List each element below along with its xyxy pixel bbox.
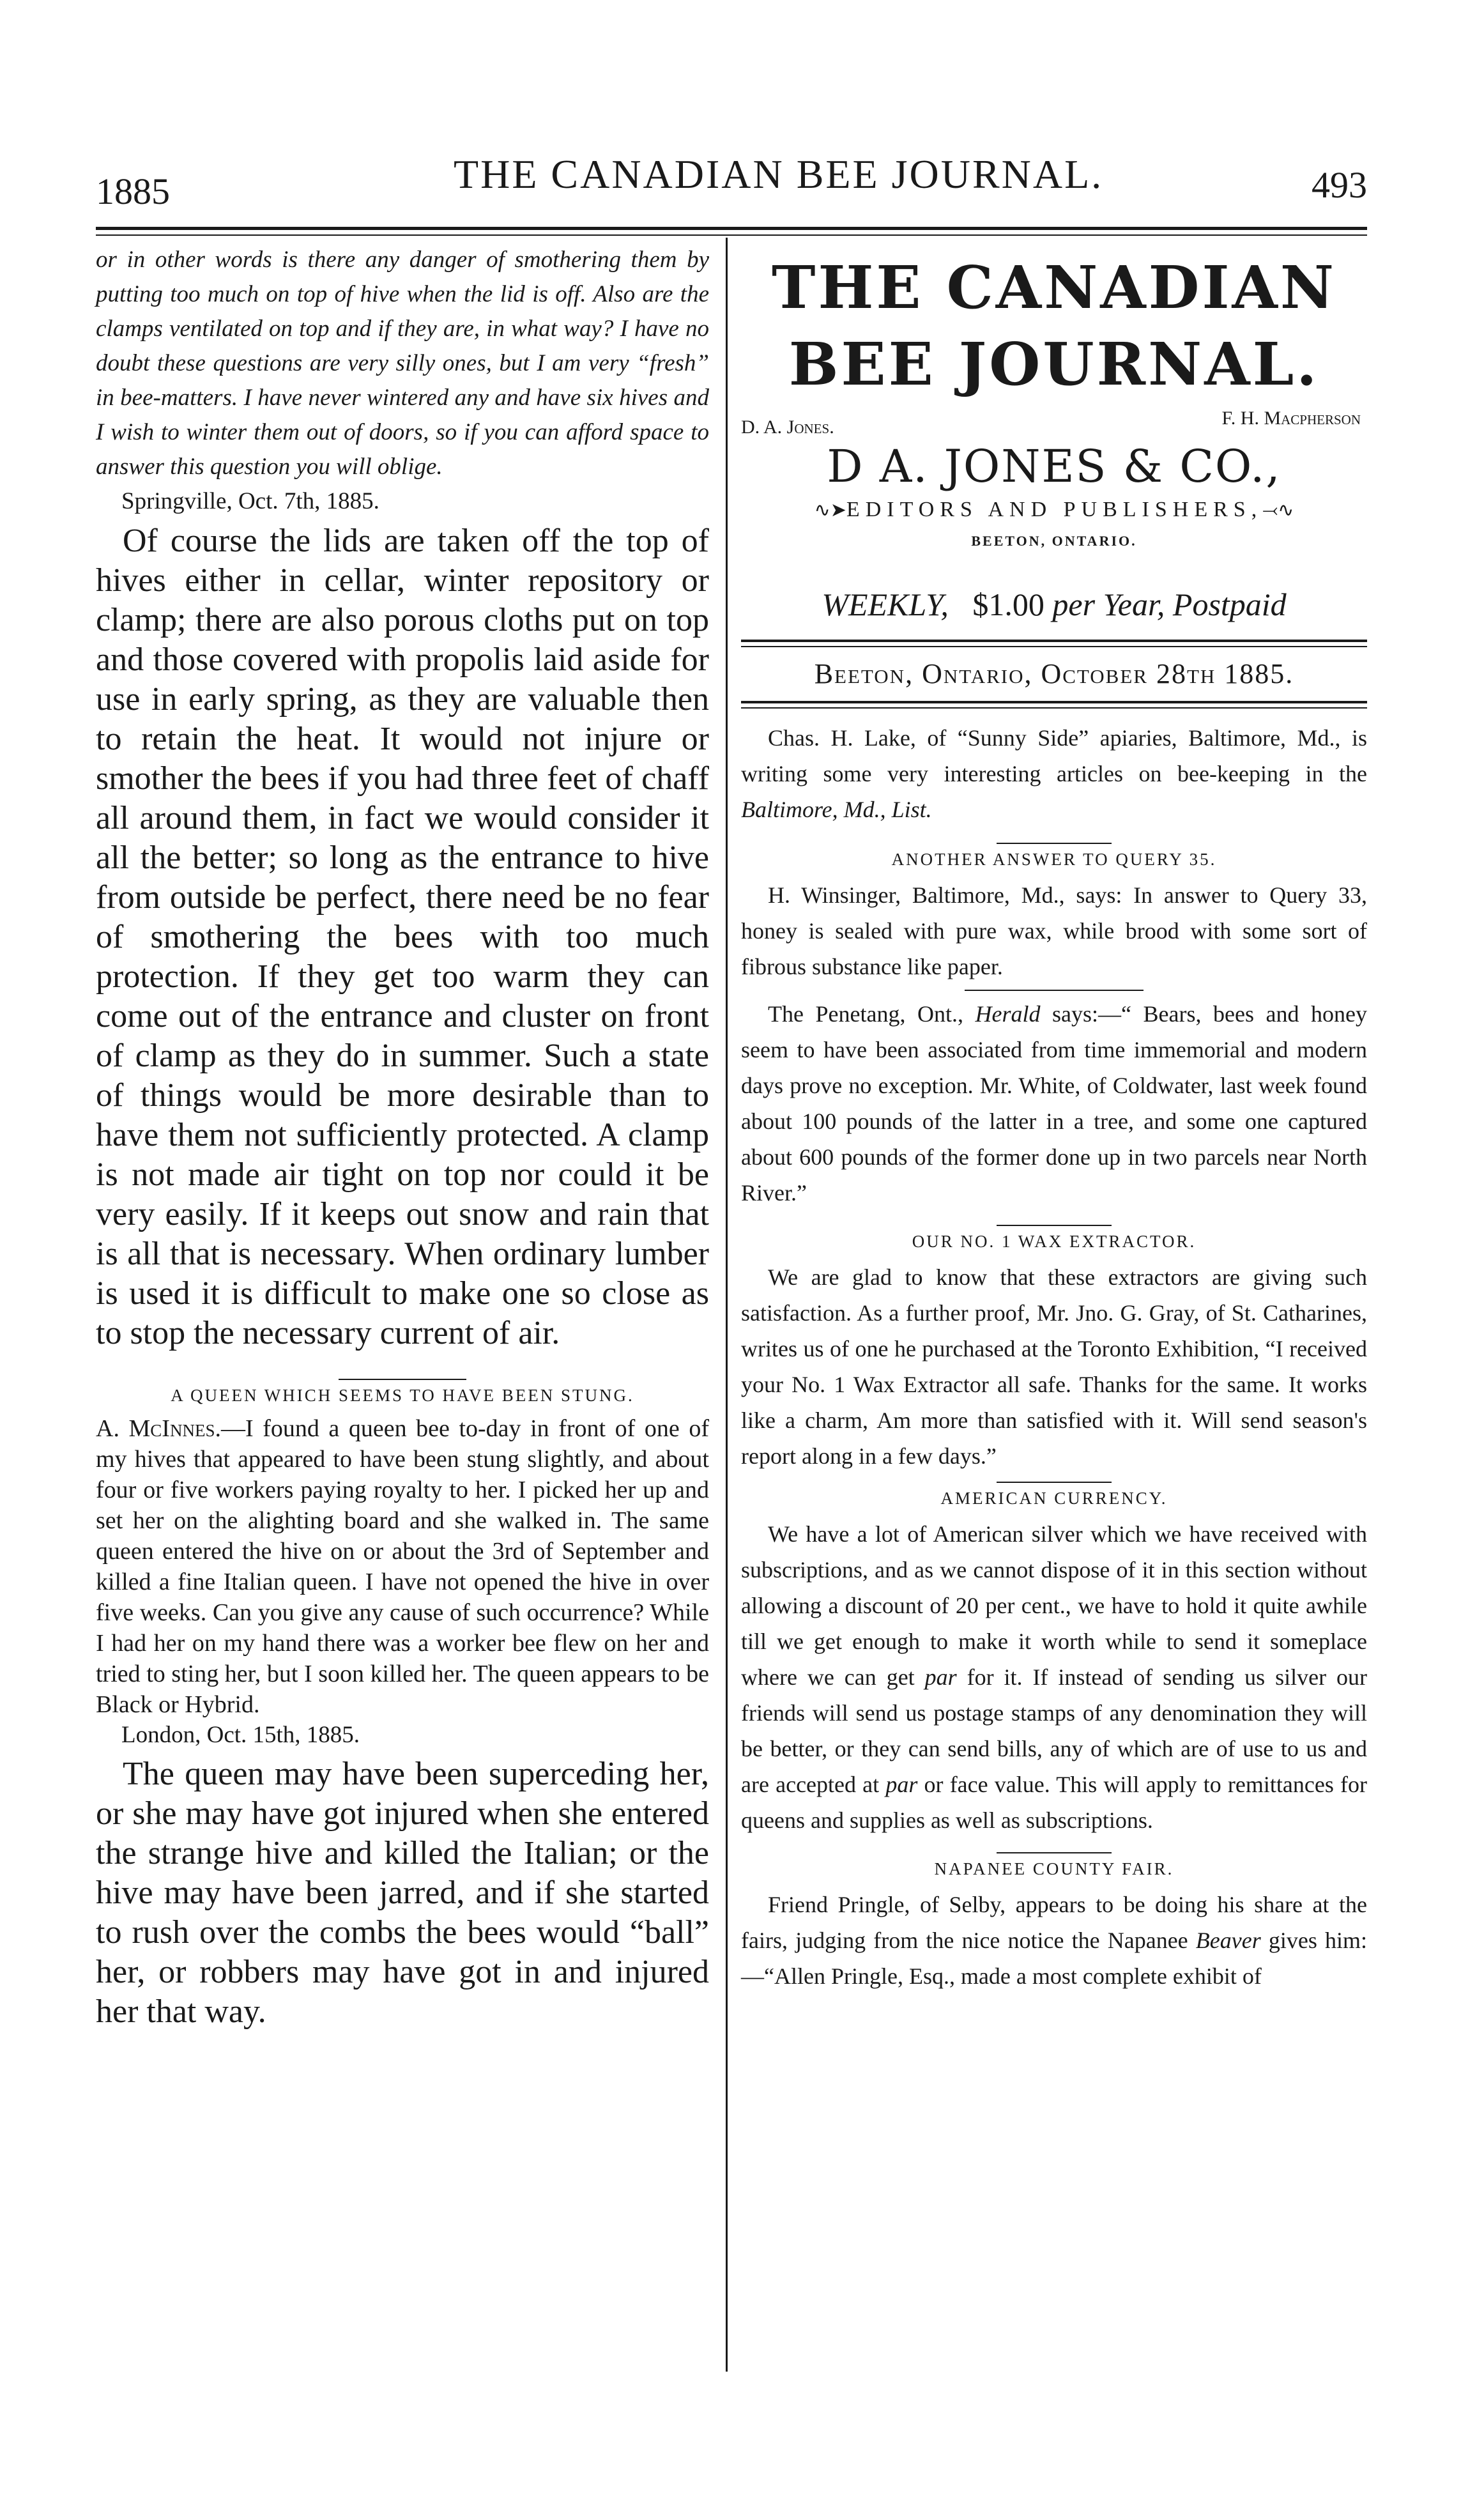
currency-par-1: par (924, 1664, 957, 1690)
editor-left: D. A. Jones. (741, 417, 834, 438)
editor-right: F. H. Macpherson (1221, 408, 1361, 429)
masthead-title: THE CANADIAN BEE JOURNAL. (772, 253, 1336, 399)
masthead-location: BEETON, ONTARIO. (971, 533, 1137, 549)
dateline: Beeton, Ontario, October 28th 1885. (814, 658, 1294, 689)
fair-heading: NAPANEE COUNTY FAIR. (934, 1859, 1174, 1878)
lake-item (741, 720, 1367, 827)
penetang-text-a: The Penetang, Ont., (768, 1001, 975, 1027)
section-divider (997, 843, 1112, 844)
fair-text-a: Friend Pringle, of Selby, appears to be doing his share at the fairs, judging from the nice notice the Napanee (741, 1892, 1367, 1953)
running-head-year: 1885 (96, 171, 170, 212)
editor-reply-queen: The queen may have been superceding her, or she may have got injured when she entered the strange hive and killed the Italian; or the hive may have been jarred, and if she started to rush over the combs the bees would “ball” her, or robbers may have got in and injured her that way. (96, 1756, 709, 2030)
dateline-rule (741, 701, 1367, 703)
currency-text-b: for it. If instead of sending us silver our friends will send us postage stamps of any denomination they will be better, or they can send bills, any of which are of use to us and are accepted at (741, 1664, 1367, 1797)
currency-text-a: We have a lot of American silver which we have received with subscriptions, and as we cannot dispose of it in this section without allowing a discount of 20 per cent., we have to hold it quite awhile till we get enough to make it worth while to send it someplace where we can get (741, 1521, 1367, 1690)
wax-text: We are glad to know that these extractors are giving such satisfaction. As a further proof, Mr. Jno. G. Gray, of St. Catharines, writes us of one he purchased at the Toronto Exhibition, “I received your No. 1 Wax Extractor all safe. Thanks for the same. It works like a charm, Am more than satisfied with it. Will send season's report along in a few days.” (741, 1264, 1367, 1469)
fair-text (741, 1887, 1367, 1994)
lake-item-text: Chas. H. Lake, of “Sunny Side” apiaries, Baltimore, Md., is writing some very interesting articles on bee-keeping in the (741, 725, 1367, 786)
weekly-label: WEEKLY, (822, 587, 949, 622)
queen-signature: London, Oct. 15th, 1885. (121, 1722, 360, 1748)
header-rule (96, 227, 1367, 230)
penetang-publication: Herald (975, 1001, 1041, 1027)
ornament-right-icon: ⤙∿ (1262, 499, 1294, 521)
masthead-editors (741, 403, 1367, 441)
penetang-text-b: says:—“ Bears, bees and honey seem to have been associated from time immemorial and modern days prove no exception. Mr. White, of Coldwater, last week found about 100 pounds of the latter in a tree, and some one captured about 600 pounds of the former done up in two parcels near North River.” (741, 1001, 1367, 1206)
wax-heading: OUR NO. 1 WAX EXTRACTOR. (912, 1232, 1197, 1251)
currency-text-c: or face value. This will apply to remittances for queens and supplies as well as subscriptions. (741, 1772, 1367, 1833)
letter-intro: or in other words is there any danger of smothering them by putting too much on top of hive when the lid is off. Also are the clamps ventilated on top and if they are, in what way? I have no doubt these questions are very silly ones, but I am very “fresh” in bee-matters. I have never wintered any and have six hives and I wish to winter them out of doors, so if you can afford space to answer this question you will oblige. (96, 247, 709, 480)
queen-letter-text: —I found a queen bee to-day in front of one of my hives that appeared to have been stung slightly, and about four or five workers paying royalty to her. I picked her up and set her on the alighting board and she walked in. The same queen entered the hive on or about the 3rd of September and killed a fine Italian queen. I have not opened the hive in over five weeks. Can you give any cause of such occurrence? While I had her on my hand there was a worker bee flew on her and tried to sting her, but I soon killed her. The queen appears to be Black or Hybrid. (96, 1415, 709, 1718)
queen-author: A. McInnes. (96, 1415, 221, 1442)
price: $1.00 (972, 587, 1044, 622)
section-divider (997, 1482, 1112, 1483)
editor-reply-clamps: Of course the lids are taken off the top of hives either in cellar, winter repository or clamp; there are also porous cloths put on top and those covered with propolis laid aside for use in early spring, as they are valuable then to retain the heat. It would not injure or smother the bees if you had three feet of chaff all around them, in fact we would consider it all the better; so long as the entrance to hive from outside be perfect, there need be no fear of smothering the bees with too much protection. If they get too warm they can come out of the entrance and cluster on front of clamp as they do in summer. Such a state of things would be more desirable than to have them not sufficiently protected. A clamp is not made air tight on top nor could it be very easily. If it keeps out snow and rain that is all that is necessary. When ordinary lumber is used it is difficult to make one so close as to stop the necessary current of air. (96, 523, 709, 1351)
header-rule-thin (96, 234, 1367, 236)
running-head (96, 151, 1367, 221)
currency-text (741, 1516, 1367, 1838)
dateline-rule-thin (741, 707, 1367, 709)
masthead-role-text: EDITORS AND PUBLISHERS, (846, 498, 1263, 521)
query-heading: ANOTHER ANSWER TO QUERY 35. (891, 850, 1217, 869)
masthead-subscription (741, 569, 1367, 640)
lake-item-publication: Baltimore, Md., List. (741, 797, 932, 822)
currency-heading: AMERICAN CURRENCY. (940, 1489, 1168, 1508)
currency-par-2: par (885, 1772, 918, 1797)
masthead-firm: D A. JONES & CO., (827, 440, 1281, 493)
section-divider (997, 1225, 1112, 1226)
queen-letter (96, 1413, 709, 1720)
masthead-rule (741, 640, 1367, 642)
fair-text-b: gives him:—“Allen Pringle, Esq., made a most complete exhibit of (741, 1928, 1367, 1989)
page-number: 493 (1312, 164, 1367, 206)
price-terms: per Year, Postpaid (1052, 587, 1287, 622)
masthead-role (741, 492, 1367, 528)
section-divider (997, 1852, 1112, 1853)
section-divider (965, 990, 1144, 991)
ornament-left-icon: ∿➤ (814, 499, 846, 521)
right-column (741, 243, 1367, 1994)
letter-signature: Springville, Oct. 7th, 1885. (121, 488, 379, 514)
penetang-item (741, 996, 1367, 1211)
fair-publication: Beaver (1195, 1928, 1261, 1953)
left-column (96, 243, 709, 2032)
query-text: H. Winsinger, Baltimore, Md., says: In answer to Query 33, honey is sealed with pure wax, while brood with some sort of fibrous substance like paper. (741, 882, 1367, 979)
column-divider (726, 238, 728, 2372)
running-head-title: THE CANADIAN BEE JOURNAL. (454, 151, 1104, 197)
section-divider (339, 1379, 466, 1380)
queen-heading: A QUEEN WHICH SEEMS TO HAVE BEEN STUNG. (171, 1386, 634, 1405)
